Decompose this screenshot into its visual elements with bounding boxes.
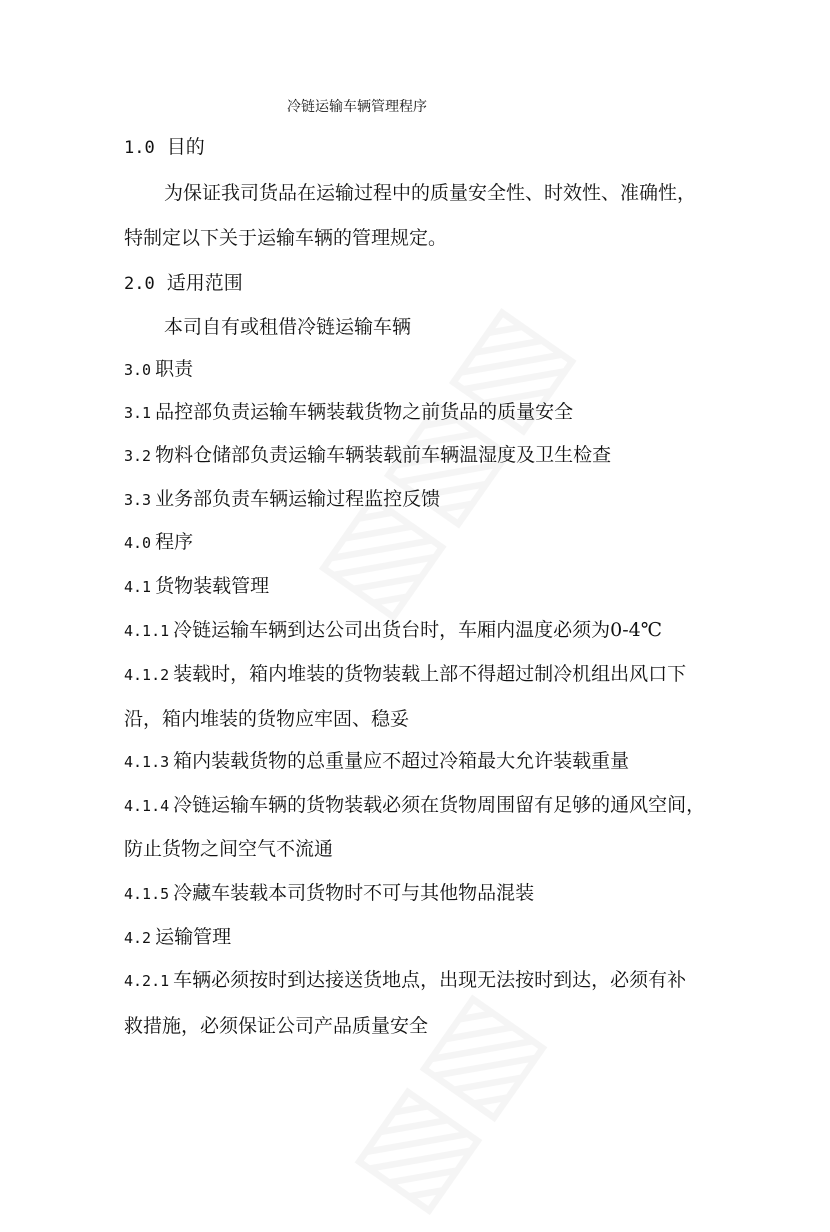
watermark — [321, 967, 565, 1232]
list-item: 4.1.4 冷链运输车辆的货物装载必须在货物周围留有足够的通风空间， — [124, 794, 706, 816]
section-heading: 4.0 程序 — [124, 531, 194, 553]
list-item: 3.1 品控部负责运输车辆装载货物之前货品的质量安全 — [124, 401, 574, 423]
section-heading: 2.0 适用范围 — [124, 272, 243, 294]
list-item-continuation: 防止货物之间空气不流通 — [124, 838, 334, 860]
section-heading: 3.0 职责 — [124, 358, 194, 380]
list-item: 3.2 物料仓储部负责运输车辆装载前车辆温湿度及卫生检查 — [124, 444, 612, 466]
list-item-continuation: 沿，箱内堆装的货物应牢固、稳妥 — [124, 708, 410, 730]
list-item: 4.1.5 冷藏车装载本司货物时不可与其他物品混装 — [124, 882, 535, 904]
paragraph-line: 本司自有或租借冷链运输车辆 — [164, 316, 412, 338]
document-title: 冷链运输车辆管理程序 — [287, 99, 427, 115]
list-item: 4.2.1 车辆必须按时到达接送货地点，出现无法按时到达，必须有补 — [124, 969, 687, 991]
list-item: 4.1.2 装载时，箱内堆装的货物装载上部不得超过制冷机组出风口下 — [124, 663, 687, 685]
list-item: 4.1.3 箱内装载货物的总重量应不超过冷箱最大允许装载重量 — [124, 750, 630, 772]
paragraph-line: 特制定以下关于运输车辆的管理规定。 — [124, 227, 448, 249]
list-item: 4.1.1 冷链运输车辆到达公司出货台时，车厢内温度必须为0-4℃ — [124, 619, 663, 641]
list-item: 3.3 业务部负责车辆运输过程监控反馈 — [124, 488, 441, 510]
subsection-heading: 4.2 运输管理 — [124, 926, 232, 948]
subsection-heading: 4.1 货物装载管理 — [124, 575, 270, 597]
list-item-continuation: 救措施，必须保证公司产品质量安全 — [124, 1015, 429, 1037]
paragraph-line: 为保证我司货品在运输过程中的质量安全性、时效性、准确性， — [164, 182, 697, 204]
section-heading: 1.0 目的 — [124, 136, 205, 158]
